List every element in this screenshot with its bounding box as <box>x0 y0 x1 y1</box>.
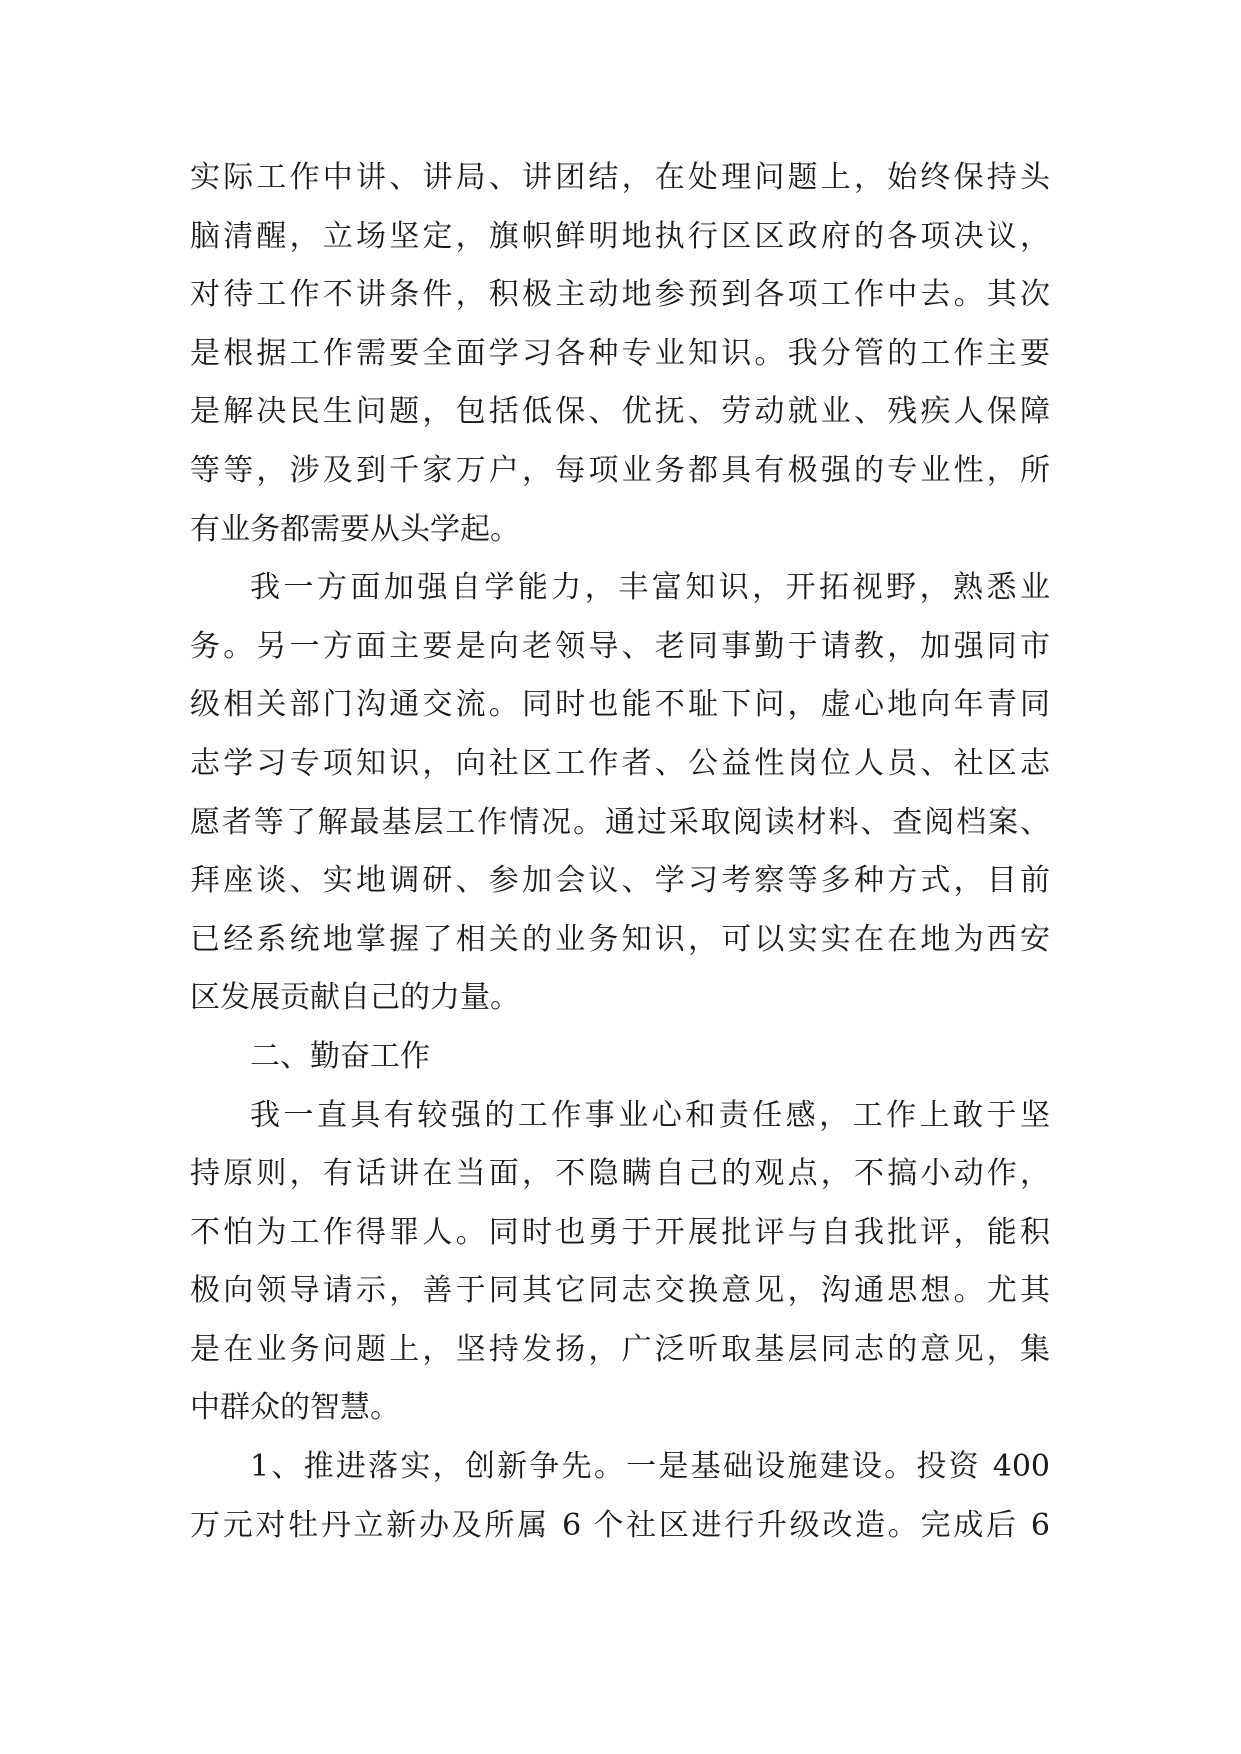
paragraph-first-line: 我一方面加强自学能力，丰富知识，开拓视野，熟悉业 <box>250 570 1050 606</box>
paragraph-first-line: 我一直具有较强的工作事业心和责任感，工作上敢于坚 <box>250 1097 1050 1133</box>
text-line: 拜座谈、实地调研、参加会议、学习考察等多种方式，目前 <box>190 863 1050 899</box>
text-line: 不怕为工作得罪人。同时也勇于开展批评与自我批评，能积 <box>190 1214 1050 1250</box>
text-line: 有业务都需要从头学起。 <box>190 511 520 547</box>
text-line: 是在业务问题上，坚持发扬，广泛听取基层同志的意见，集 <box>190 1331 1050 1367</box>
document-body <box>190 158 1050 1564</box>
text-line: 等等，涉及到千家万户，每项业务都具有极强的专业性，所 <box>190 452 1050 488</box>
text-line: 务。另一方面主要是向老领导、老同事勤于请教，加强同市 <box>190 628 1050 664</box>
text-line: 脑清醒，立场坚定，旗帜鲜明地执行区区政府的各项决议， <box>190 218 1050 254</box>
text-line: 极向领导请示，善于同其它同志交换意见，沟通思想。尤其 <box>190 1273 1050 1309</box>
text-line: 中群众的智慧。 <box>190 1390 400 1426</box>
text-line: 级相关部门沟通交流。同时也能不耻下问，虚心地向年青同 <box>190 687 1050 723</box>
text-line: 是根据工作需要全面学习各种专业知识。我分管的工作主要 <box>190 335 1050 371</box>
text-line: 万元对牡丹立新办及所属 6 个社区进行升级改造。完成后 6 <box>190 1507 1050 1543</box>
text-line: 对待工作不讲条件，积极主动地参预到各项工作中去。其次 <box>190 277 1050 313</box>
text-line: 已经系统地掌握了相关的业务知识，可以实实在在地为西安 <box>190 921 1050 957</box>
section-heading: 二、勤奋工作 <box>250 1038 430 1074</box>
text-line: 实际工作中讲、讲局、讲团结，在处理问题上，始终保持头 <box>190 160 1050 195</box>
text-line: 愿者等了解最基层工作情况。通过采取阅读材料、查阅档案、 <box>190 804 1050 840</box>
text-line: 持原则，有话讲在当面，不隐瞒自己的观点，不搞小动作， <box>190 1156 1050 1192</box>
text-line: 志学习专项知识，向社区工作者、公益性岗位人员、社区志 <box>190 745 1050 781</box>
text-line: 区发展贡献自己的力量。 <box>190 980 520 1016</box>
paragraph-first-line: 1、推进落实，创新争先。一是基础设施建设。投资 400 <box>250 1449 1050 1485</box>
text-line: 是解决民生问题，包括低保、优抚、劳动就业、残疾人保障 <box>190 394 1050 430</box>
